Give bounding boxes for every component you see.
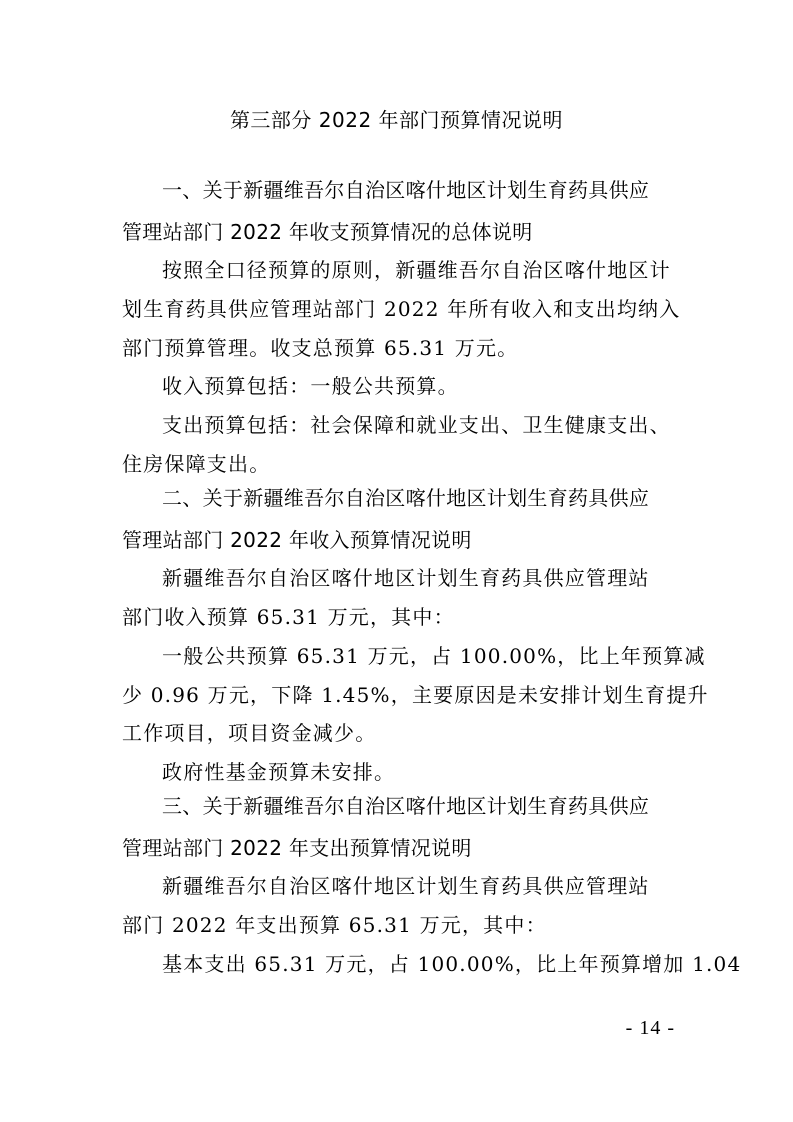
paragraph-line: 新疆维吾尔自治区喀什地区计划生育药具供应管理站	[162, 566, 650, 590]
paragraph-line: 少 0.96 万元，下降 1.45%，主要原因是未安排计划生育提升	[122, 683, 709, 707]
section-1-heading-line-1: 一、关于新疆维吾尔自治区喀什地区计划生育药具供应	[162, 178, 650, 202]
paragraph-line: 支出预算包括：社会保障和就业支出、卫生健康支出、	[162, 413, 671, 437]
page-title: 第三部分 2022 年部门预算情况说明	[229, 108, 564, 132]
paragraph-line: 部门 2022 年支出预算 65.31 万元，其中：	[122, 913, 547, 937]
paragraph-line: 住房保障支出。	[122, 452, 271, 476]
section-1-heading-line-2: 管理站部门 2022 年收支预算情况的总体说明	[122, 220, 533, 244]
paragraph-line: 一般公共预算 65.31 万元，占 100.00%，比上年预算减	[162, 644, 706, 668]
paragraph-line: 新疆维吾尔自治区喀什地区计划生育药具供应管理站	[162, 874, 650, 898]
paragraph-line: 政府性基金预算未安排。	[162, 760, 396, 784]
paragraph-line: 收入预算包括：一般公共预算。	[162, 374, 459, 398]
section-2-heading-line-2: 管理站部门 2022 年收入预算情况说明	[122, 528, 472, 552]
page-number: - 14 -	[625, 1017, 675, 1039]
section-2-heading-line-1: 二、关于新疆维吾尔自治区喀什地区计划生育药具供应	[162, 486, 650, 510]
paragraph-line: 基本支出 65.31 万元，占 100.00%，比上年预算增加 1.04	[162, 952, 742, 976]
paragraph-line: 工作项目，项目资金减少。	[122, 721, 377, 745]
section-3-heading-line-2: 管理站部门 2022 年支出预算情况说明	[122, 836, 472, 860]
section-3-heading-line-1: 三、关于新疆维吾尔自治区喀什地区计划生育药具供应	[162, 794, 650, 818]
paragraph-line: 部门预算管理。收支总预算 65.31 万元。	[122, 336, 519, 360]
paragraph-line: 按照全口径预算的原则，新疆维吾尔自治区喀什地区计	[162, 258, 671, 282]
paragraph-line: 划生育药具供应管理站部门 2022 年所有收入和支出均纳入	[122, 297, 681, 321]
paragraph-line: 部门收入预算 65.31 万元，其中：	[122, 605, 455, 629]
